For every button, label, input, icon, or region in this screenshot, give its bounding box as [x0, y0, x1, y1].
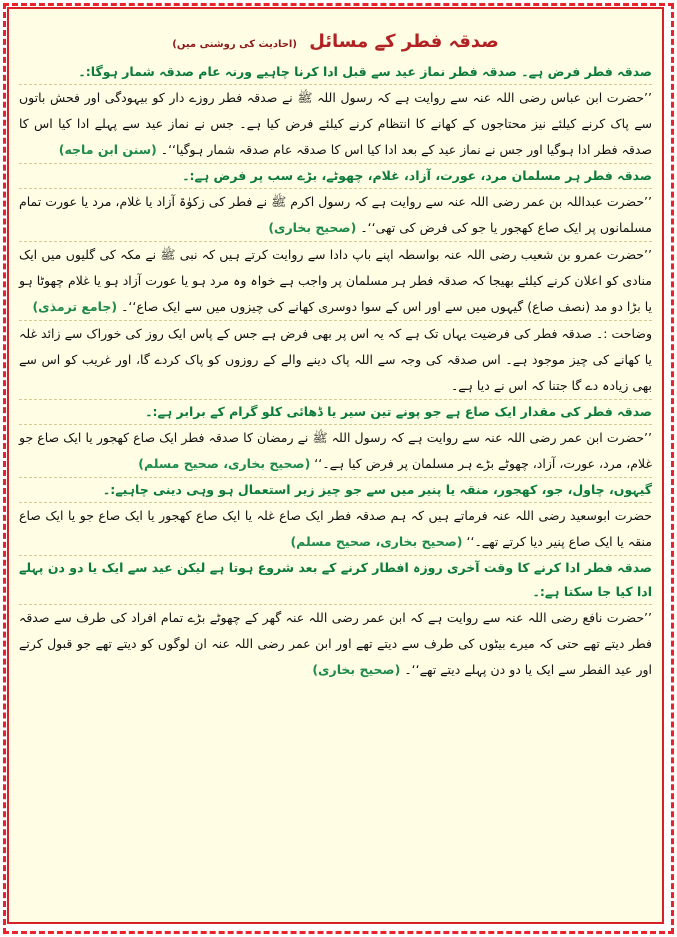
content — [19, 31, 652, 683]
hadith-reference: (صحيح بخاری، صحيح مسلم) — [290, 534, 463, 549]
section-heading — [19, 400, 652, 424]
section-heading — [19, 478, 652, 502]
hadith-paragraph — [19, 85, 652, 163]
hadith-reference: (صحيح بخاری) — [268, 220, 357, 235]
section-heading — [19, 60, 652, 84]
block-text: صدقہ فطر فرض ہے۔ صدقہ فطر نماز عید سے قبل ادا کرنا چاہیے ورنہ عام صدقہ شمار ہوگا:۔ — [78, 64, 652, 79]
hadith-paragraph — [19, 321, 652, 399]
block-text: ’’حضرت عبداللہ بن عمر رضی اللہ عنہ سے روایت ہے کہ رسول اکرم ﷺ نے فطر کی زکوٰۃ آزاد یا غلام، مرد یا عورت تمام مسلمانوں پر ایک صاع کھجور یا جو کی فرض کی تھی‘‘۔ — [19, 194, 652, 235]
block-text: صدقہ فطر کی مقدار ایک صاع ہے جو پونے تین سیر یا ڈھائی کلو گرام کے برابر ہے:۔ — [145, 404, 652, 419]
title-subtitle: (احادیث کی روشنی میں) — [172, 39, 297, 50]
block-text: ’’حضرت ابن عباس رضی اللہ عنہ سے روایت ہے کہ رسول اللہ ﷺ نے صدقہ فطر روزے دار کو بیہودگی اور فحش باتوں سے پاک کرنے کیلئے نیز محتاجوں کے کھانے کا انتظام کرنے کیلئے فرض کیا ہے۔ جس نے نماز عید سے پہلے ادا کیا اس کا صدقہ فطر ادا ہوگیا اور جس نے نماز عید کے بعد ادا کیا اس کا صدقہ عام صدقہ شمار ہوگیا‘‘۔ — [19, 90, 652, 157]
hadith-reference: (جامع ترمذی) — [32, 299, 118, 314]
hadith-reference: (صحيح بخاری) — [312, 662, 401, 677]
block-text: گیہوں، چاول، جو، کھجور، منقہ یا پنیر میں سے جو چیز زیر استعمال ہو وہی دینی چاہیے:۔ — [102, 482, 652, 497]
section-heading — [19, 556, 652, 604]
hadith-paragraph — [19, 189, 652, 241]
block-text: ’’حضرت عمرو بن شعیب رضی اللہ عنہ بواسطہ اپنے باپ دادا سے روایت کرتے ہیں کہ نبی ﷺ نے مکہ کی گلیوں میں ایک منادی کو اعلان کرنے کیلئے بھیجا کہ صدقہ فطر ہر مسلمان پر واجب ہے خواہ وہ مرد ہو یا عورت آزاد ہو یا غلام چھوٹا ہو یا بڑا دو مد (نصف صاع) گیہوں میں سے اور اس کے سوا دوسری کھانے کی چیزوں میں سے ایک صاع‘‘۔ — [19, 247, 652, 314]
hadith-paragraph — [19, 242, 652, 320]
hadith-paragraph — [19, 503, 652, 555]
block-text: وضاحت :۔ صدقہ فطر کی فرضیت یہاں تک ہے کہ یہ اس پر بھی فرض ہے جس کے پاس ایک روز کی خوراک سے زائد غلہ یا کھانے کی چیز موجود ہے۔ اس صدقہ کی وجہ سے اللہ پاک دینے والے کے روزوں کو پاک کردے گا، اور غریب کو اس سے بھی زیادہ دے گا جتنا کہ اس نے دیا ہے۔ — [19, 326, 652, 393]
hadith-reference: (سنن ابن ماجه) — [58, 142, 157, 157]
block-text: حضرت ابوسعید رضی اللہ عنہ فرماتے ہیں کہ ہم صدقہ فطر ایک صاع غلہ یا ایک صاع کھجور یا ایک صاع جو یا ایک صاع منقہ یا ایک صاع پنیر دیا کرتے تھے۔‘‘ — [19, 508, 652, 549]
page — [7, 7, 664, 924]
block-text: ’’حضرت نافع رضی اللہ عنہ سے روایت ہے کہ ابن عمر رضی اللہ عنہ گھر کے چھوٹے بڑے تمام افراد کی طرف سے صدقہ فطر دیتے تھے حتی کہ میرے بیٹوں کی طرف سے دیتے تھے اور ابن عمر رضی اللہ عنہ ان لوگوں کو دیتے تھے جو قبول کرتے اور عید الفطر سے ایک یا دو دن پہلے دیتے تھے‘‘۔ — [19, 610, 653, 677]
block-text: صدقہ فطر ادا کرنے کا وقت آخری روزہ افطار کرنے کے بعد شروع ہوتا ہے لیکن عید سے ایک یا دو دن پہلے ادا کیا جا سکتا ہے:۔ — [19, 560, 652, 599]
block-text: ’’حضرت ابن عمر رضی اللہ عنہ سے روایت ہے کہ رسول اللہ ﷺ نے رمضان کا صدقہ فطر ایک صاع کھجور یا ایک صاع جو غلام، مرد، عورت، آزاد، چھوٹے بڑے ہر مسلمان پر فرض کیا ہے۔‘‘ — [19, 430, 652, 471]
hadith-reference: (صحيح بخاری، صحيح مسلم) — [138, 456, 311, 471]
page-title — [19, 31, 652, 52]
section-heading — [19, 164, 652, 188]
title-main: صدقہ فطر کے مسائل — [309, 31, 499, 52]
block-text: صدقہ فطر ہر مسلمان مرد، عورت، آزاد، غلام، چھوٹے، بڑے سب پر فرض ہے:۔ — [182, 168, 652, 183]
hadith-paragraph — [19, 425, 652, 477]
hadith-paragraph — [19, 605, 652, 683]
